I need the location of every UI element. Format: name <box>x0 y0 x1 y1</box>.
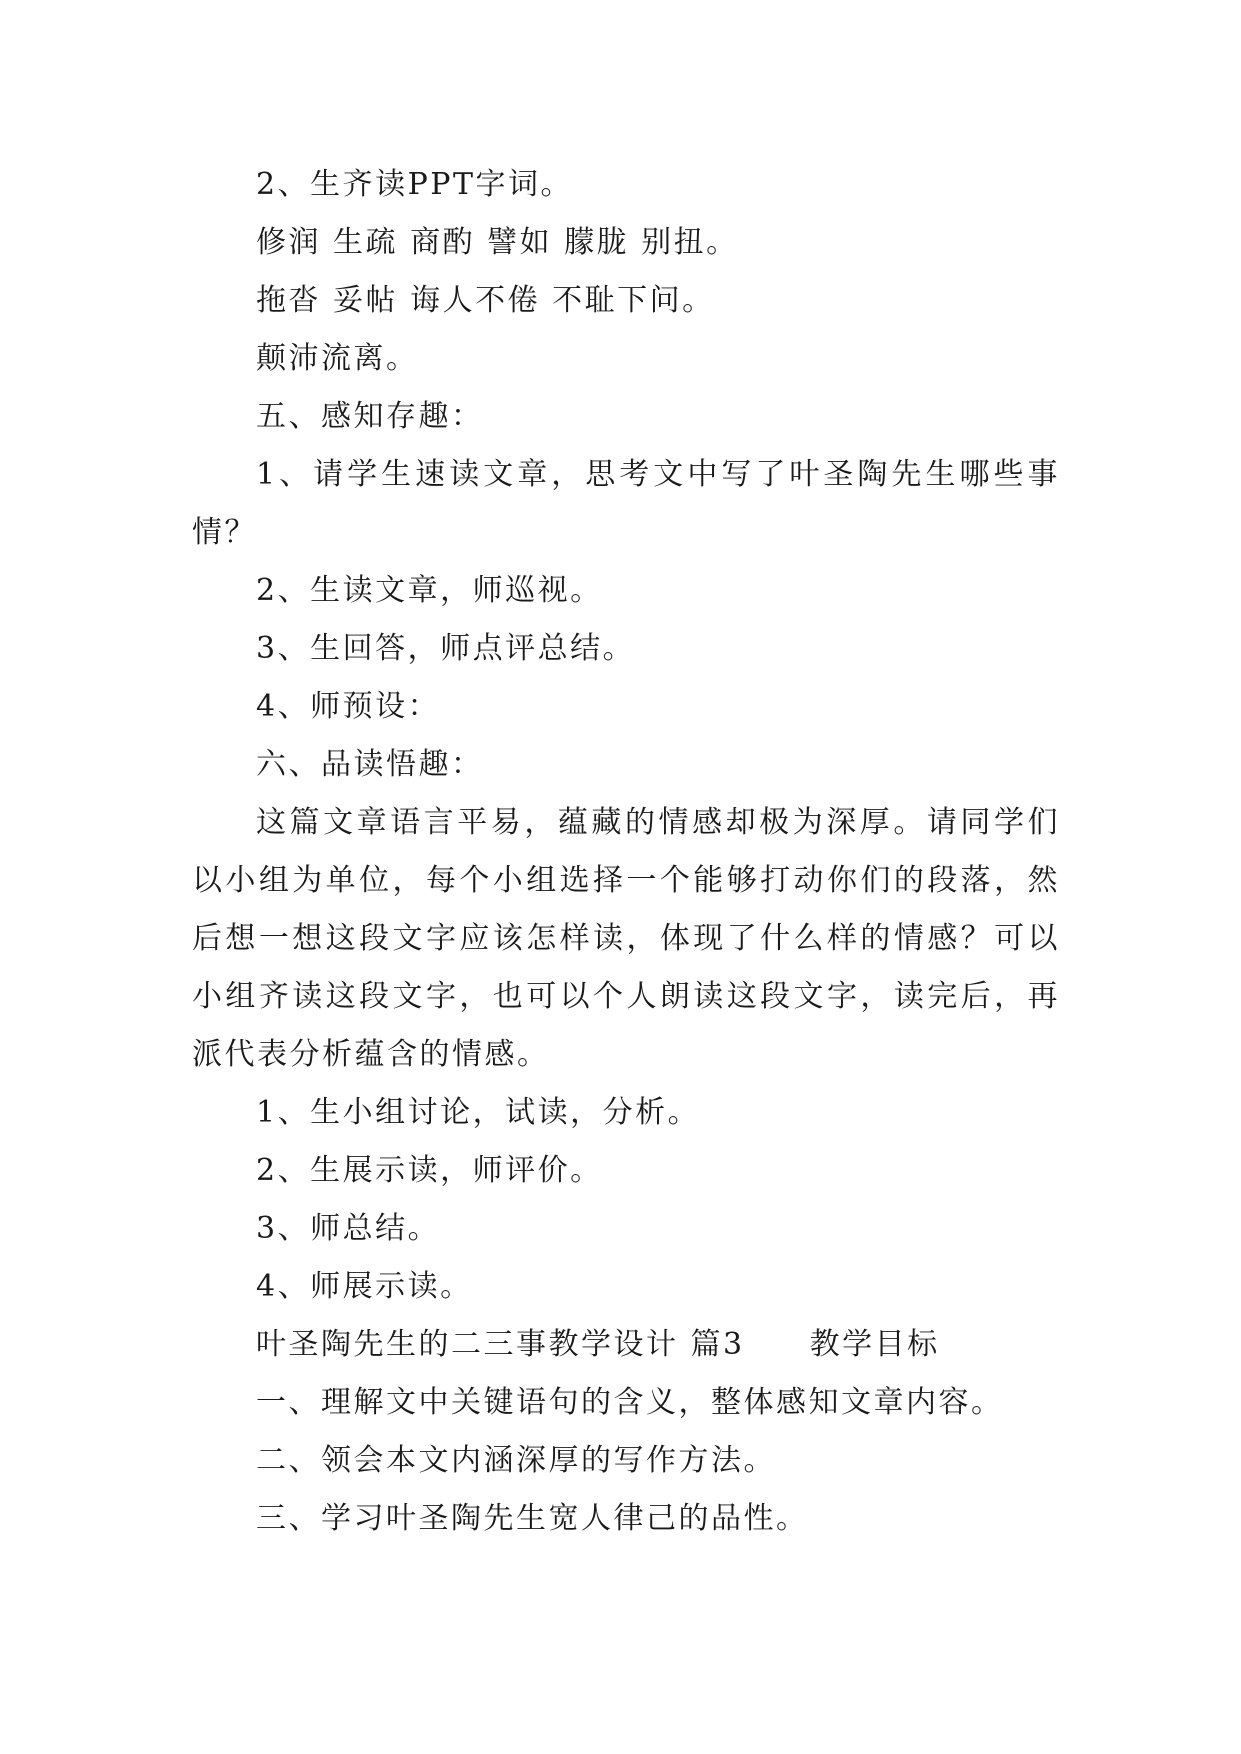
section-heading: 五、感知存趣： <box>256 399 484 434</box>
section-heading: 叶圣陶先生的二三事教学设计 篇3 教学目标 <box>256 1327 940 1362</box>
paragraph: 1、生小组讨论，试读，分析。 <box>256 1095 701 1130</box>
paragraph: 1、请学生速读文章，思考文中写了叶圣陶先生哪些事情？ <box>192 457 1060 550</box>
paragraph: 3、生回答，师点评总结。 <box>256 631 636 666</box>
paragraph: 2、生读文章，师巡视。 <box>256 573 603 608</box>
paragraph: 三、学习叶圣陶先生宽人律己的品性。 <box>256 1501 809 1536</box>
paragraph: 修润 生疏 商酌 譬如 朦胧 别扭。 <box>256 225 739 260</box>
paragraph: 4、师展示读。 <box>256 1269 473 1304</box>
section-heading: 六、品读悟趣： <box>256 747 484 782</box>
paragraph: 二、领会本文内涵深厚的写作方法。 <box>256 1443 776 1478</box>
paragraph: 4、师预设： <box>256 689 441 724</box>
paragraph: 2、生齐读PPT字词。 <box>256 167 573 202</box>
paragraph: 2、生展示读，师评价。 <box>256 1153 603 1188</box>
paragraph: 拖沓 妥帖 诲人不倦 不耻下问。 <box>256 283 715 318</box>
paragraph: 这篇文章语言平易，蕴藏的情感却极为深厚。请同学们以小组为单位，每个小组选择一个能够打动你们的段落，然后想一想这段文字应该怎样读，体现了什么样的情感？可以小组齐读这段文字，也可以个人朗读这段文字，读完后，再派代表分析蕴含的情感。 <box>192 805 1060 1072</box>
paragraph: 一、理解文中关键语句的含义，整体感知文章内容。 <box>256 1385 1004 1420</box>
document-body <box>192 156 1060 1548</box>
paragraph: 3、师总结。 <box>256 1211 441 1246</box>
paragraph: 颠沛流离。 <box>256 341 419 376</box>
